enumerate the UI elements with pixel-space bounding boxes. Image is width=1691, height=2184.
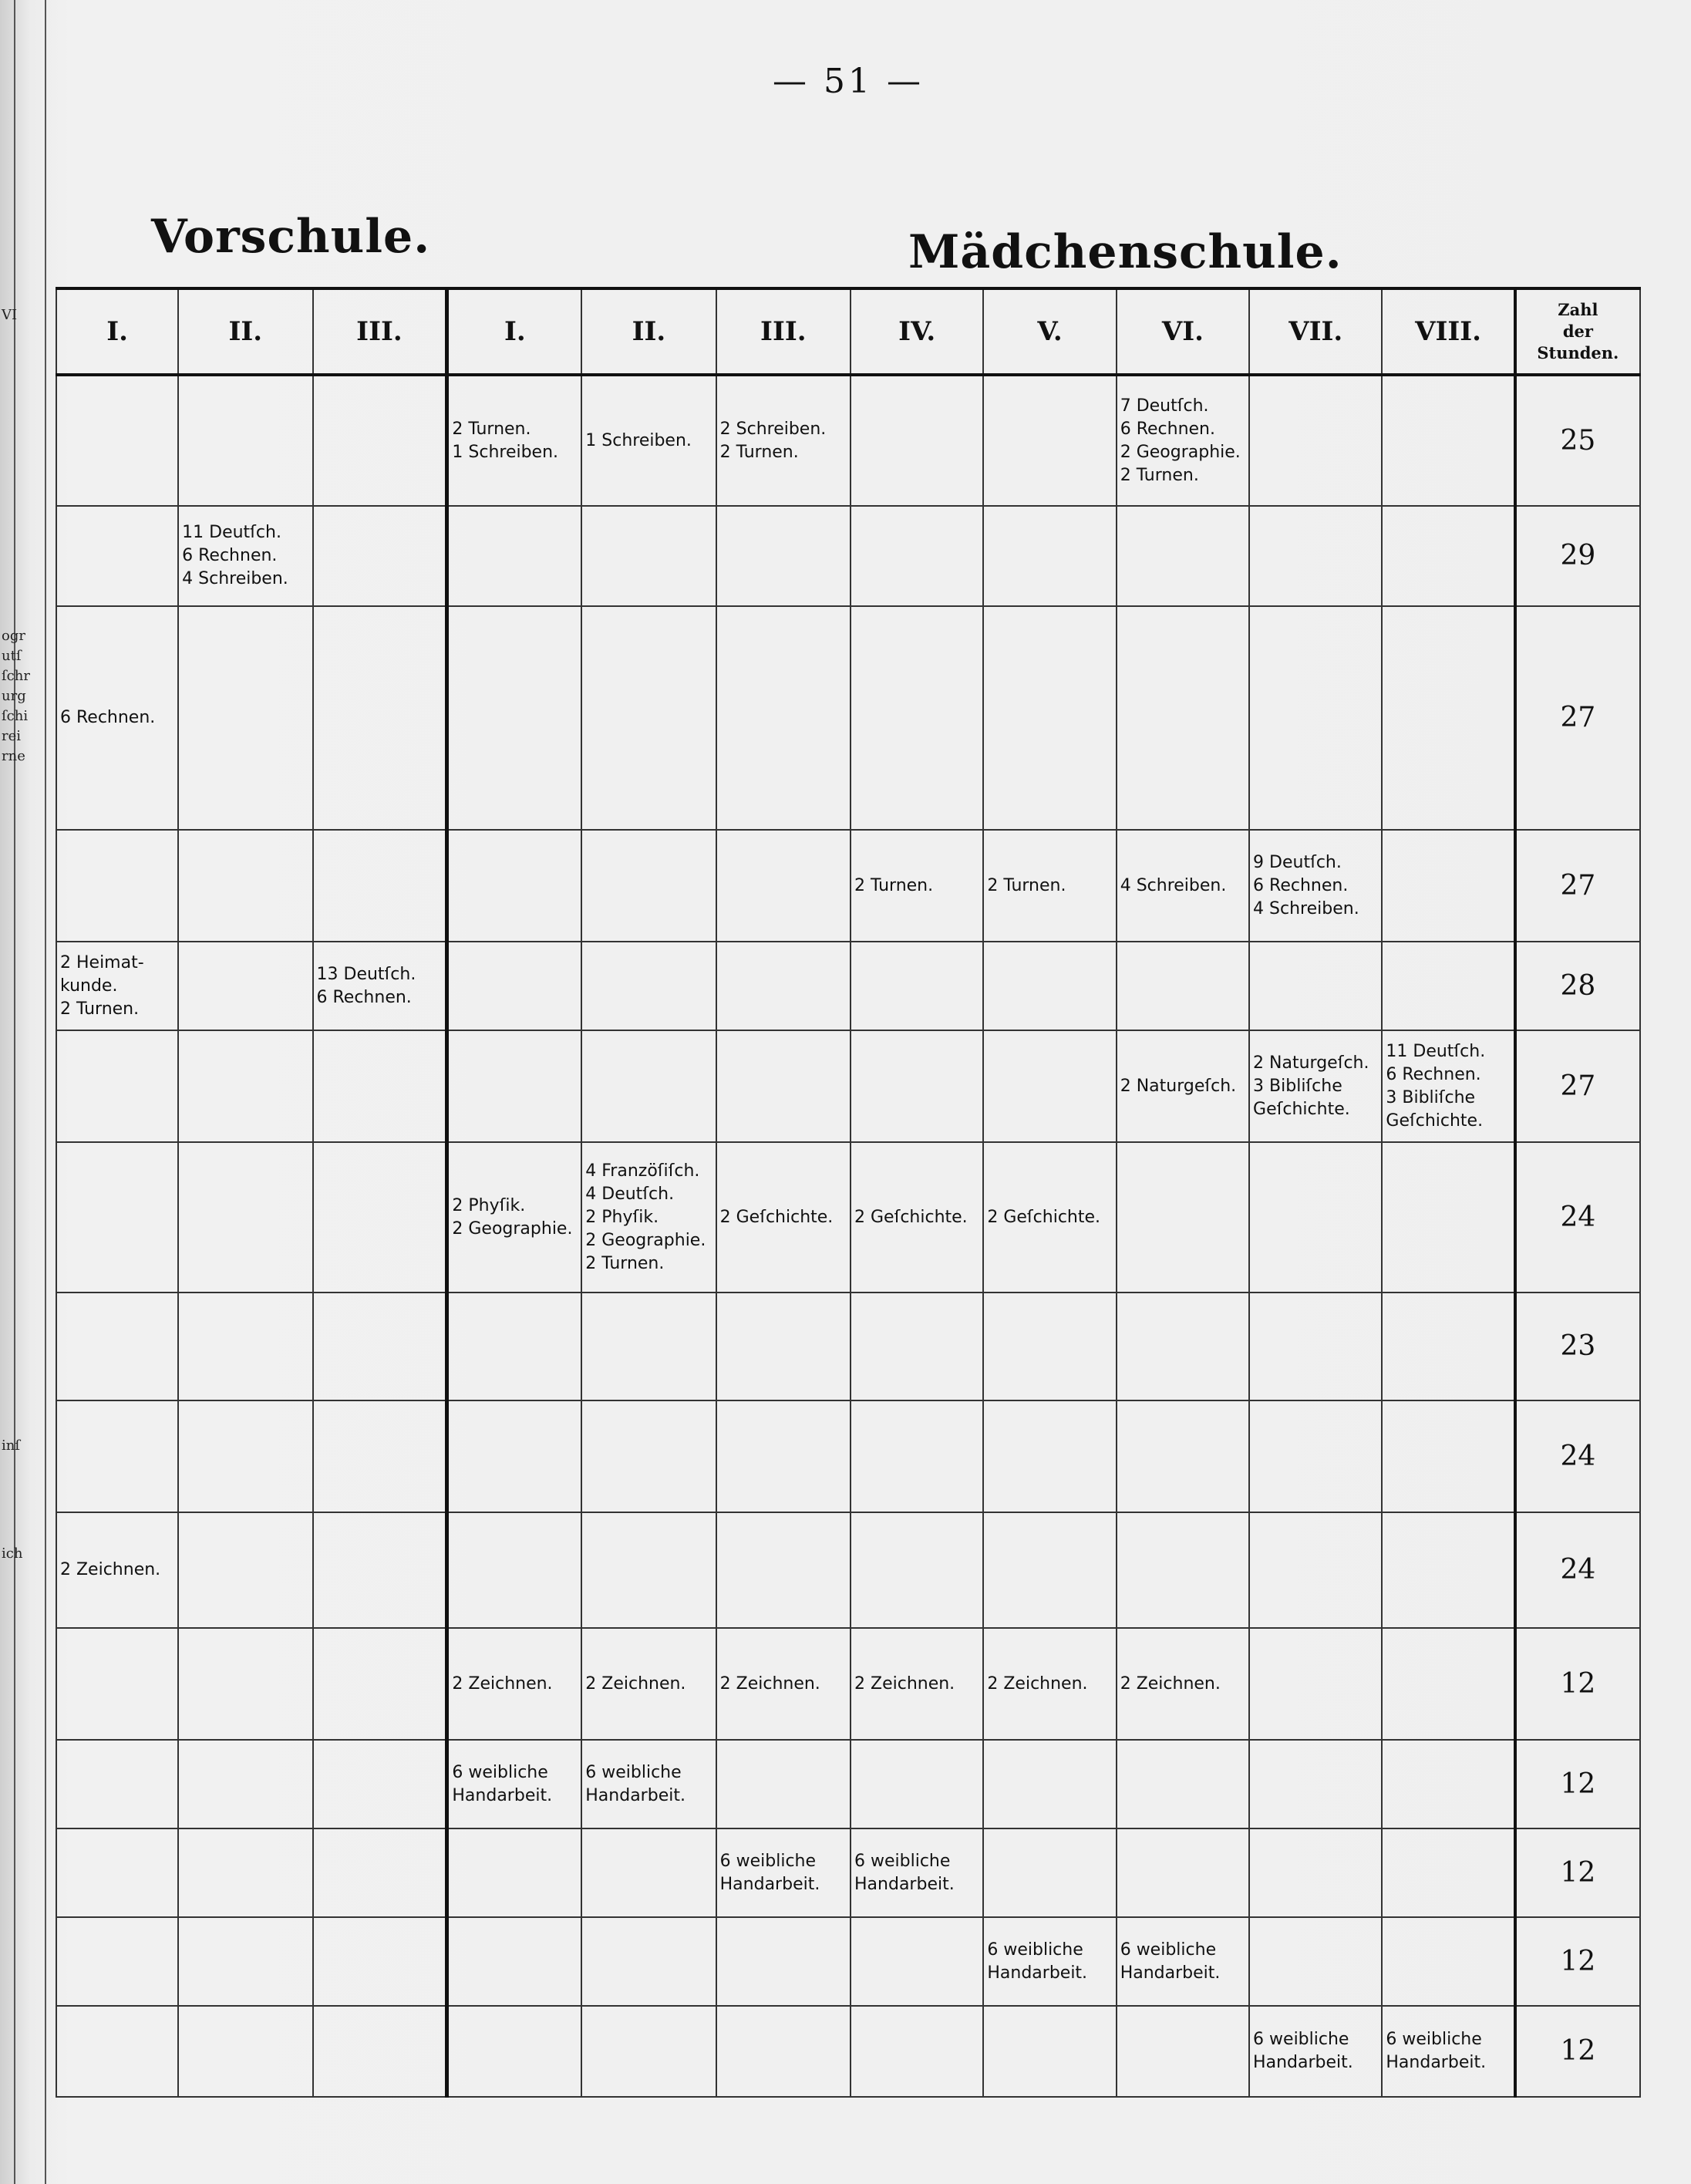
maedchenschule-cell xyxy=(1382,606,1514,830)
vorschule-cell xyxy=(313,1030,447,1142)
column-header-maedchen-4: IV. xyxy=(851,288,983,375)
vorschule-cell xyxy=(56,2006,178,2097)
maedchenschule-cell xyxy=(581,1828,716,1917)
maedchenschule-cell xyxy=(851,506,983,606)
vorschule-cell: 11 Deutſch. 6 Rechnen. 4 Schreiben. xyxy=(178,506,312,606)
vorschule-cell xyxy=(56,1917,178,2006)
maedchenschule-cell: 2 Turnen. 1 Schreiben. xyxy=(447,375,581,506)
column-header-maedchen-2: II. xyxy=(581,288,716,375)
total-hours-cell: 12 xyxy=(1515,1628,1640,1740)
maedchenschule-cell xyxy=(716,1293,851,1400)
maedchenschule-cell: 11 Deutſch. 6 Rechnen. 3 Bibliſche Geſchichte. xyxy=(1382,1030,1514,1142)
lesson-plan-table xyxy=(56,287,1641,2098)
total-hours-cell: 12 xyxy=(1515,1917,1640,2006)
maedchenschule-cell xyxy=(1249,375,1382,506)
vorschule-cell xyxy=(56,1628,178,1740)
table-row xyxy=(56,2006,1640,2097)
maedchenschule-cell xyxy=(581,942,716,1030)
table-row xyxy=(56,1293,1640,1400)
maedchenschule-cell: 6 weibliche Handarbeit. xyxy=(447,1740,581,1828)
maedchenschule-cell: 2 Turnen. xyxy=(983,830,1116,942)
table-body xyxy=(56,375,1640,2097)
maedchenschule-cell xyxy=(1382,830,1514,942)
vorschule-cell xyxy=(178,830,312,942)
column-header-vorschule-2: II. xyxy=(178,288,312,375)
maedchenschule-cell xyxy=(716,1512,851,1628)
maedchenschule-cell: 2 Turnen. xyxy=(851,830,983,942)
table-row xyxy=(56,942,1640,1030)
maedchenschule-cell xyxy=(851,375,983,506)
vorschule-cell xyxy=(313,506,447,606)
maedchenschule-cell xyxy=(851,1917,983,2006)
maedchenschule-cell: 6 weibliche Handarbeit. xyxy=(581,1740,716,1828)
maedchenschule-cell xyxy=(1117,2006,1249,2097)
maedchenschule-cell xyxy=(851,1293,983,1400)
vorschule-cell xyxy=(56,1142,178,1293)
maedchenschule-cell: 2 Phyſik. 2 Geographie. xyxy=(447,1142,581,1293)
vorschule-cell xyxy=(178,2006,312,2097)
margin-fragment: ich xyxy=(2,1545,23,1562)
maedchenschule-cell xyxy=(1117,942,1249,1030)
column-header-maedchen-5: V. xyxy=(983,288,1116,375)
vorschule-cell xyxy=(313,2006,447,2097)
total-hours-cell: 24 xyxy=(1515,1400,1640,1512)
margin-fragment: ogr utſ ſchr urg ſchi rei rne xyxy=(2,628,30,764)
maedchenschule-cell xyxy=(1249,942,1382,1030)
maedchenschule-cell xyxy=(716,606,851,830)
vorschule-cell xyxy=(313,830,447,942)
maedchenschule-cell xyxy=(581,830,716,942)
maedchenschule-cell xyxy=(716,1740,851,1828)
vorschule-cell xyxy=(56,375,178,506)
maedchenschule-cell xyxy=(1117,1512,1249,1628)
table-row xyxy=(56,375,1640,506)
maedchenschule-cell xyxy=(716,1917,851,2006)
header-row xyxy=(56,288,1640,375)
maedchenschule-cell: 6 weibliche Handarbeit. xyxy=(1249,2006,1382,2097)
maedchenschule-cell xyxy=(447,1917,581,2006)
maedchenschule-cell xyxy=(716,1400,851,1512)
vorschule-cell xyxy=(178,1030,312,1142)
maedchenschule-cell: 6 weibliche Handarbeit. xyxy=(1117,1917,1249,2006)
maedchenschule-cell: 4 Schreiben. xyxy=(1117,830,1249,942)
maedchenschule-cell xyxy=(1249,1142,1382,1293)
maedchenschule-cell xyxy=(447,2006,581,2097)
maedchenschule-cell xyxy=(851,606,983,830)
maedchenschule-cell xyxy=(581,2006,716,2097)
column-header-maedchen-6: VI. xyxy=(1117,288,1249,375)
maedchenschule-cell xyxy=(983,2006,1116,2097)
total-hours-cell: 24 xyxy=(1515,1142,1640,1293)
maedchenschule-cell xyxy=(983,506,1116,606)
vorschule-cell: 2 Heimat- kunde. 2 Turnen. xyxy=(56,942,178,1030)
column-header-maedchen-7: VII. xyxy=(1249,288,1382,375)
maedchenschule-cell xyxy=(1249,1917,1382,2006)
vorschule-cell xyxy=(56,1293,178,1400)
maedchenschule-cell xyxy=(1382,942,1514,1030)
maedchenschule-cell xyxy=(1382,1512,1514,1628)
maedchenschule-cell xyxy=(1382,375,1514,506)
maedchenschule-cell xyxy=(1249,606,1382,830)
vorschule-cell xyxy=(178,942,312,1030)
section-title-vorschule: Vorschule. xyxy=(151,210,431,264)
maedchenschule-cell xyxy=(447,1400,581,1512)
vorschule-cell xyxy=(178,1512,312,1628)
vorschule-cell xyxy=(178,1142,312,1293)
vorschule-cell xyxy=(313,1293,447,1400)
maedchenschule-cell: 2 Naturgeſch. xyxy=(1117,1030,1249,1142)
maedchenschule-cell xyxy=(447,1828,581,1917)
vorschule-cell xyxy=(56,1740,178,1828)
vorschule-cell xyxy=(178,1400,312,1512)
maedchenschule-cell xyxy=(983,606,1116,830)
vorschule-cell xyxy=(178,606,312,830)
vorschule-cell xyxy=(313,1917,447,2006)
total-hours-cell: 27 xyxy=(1515,830,1640,942)
column-header-maedchen-1: I. xyxy=(447,288,581,375)
maedchenschule-cell xyxy=(851,1030,983,1142)
maedchenschule-cell xyxy=(983,942,1116,1030)
maedchenschule-cell xyxy=(983,1293,1116,1400)
maedchenschule-cell: 4 Franzöſiſch. 4 Deutſch. 2 Phyſik. 2 Geographie. 2 Turnen. xyxy=(581,1142,716,1293)
maedchenschule-cell xyxy=(716,830,851,942)
vorschule-cell xyxy=(178,1917,312,2006)
maedchenschule-cell: 2 Naturgeſch. 3 Bibliſche Geſchichte. xyxy=(1249,1030,1382,1142)
table-row xyxy=(56,606,1640,830)
vorschule-cell xyxy=(178,1293,312,1400)
maedchenschule-cell xyxy=(581,1293,716,1400)
maedchenschule-cell: 2 Geſchichte. xyxy=(716,1142,851,1293)
maedchenschule-cell xyxy=(581,1400,716,1512)
margin-fragment: VI xyxy=(2,307,18,323)
maedchenschule-cell: 9 Deutſch. 6 Rechnen. 4 Schreiben. xyxy=(1249,830,1382,942)
maedchenschule-cell: 2 Zeichnen. xyxy=(447,1628,581,1740)
maedchenschule-cell xyxy=(1249,1740,1382,1828)
vorschule-cell xyxy=(313,1628,447,1740)
table-row xyxy=(56,1030,1640,1142)
vorschule-cell xyxy=(56,830,178,942)
total-hours-cell: 24 xyxy=(1515,1512,1640,1628)
maedchenschule-cell xyxy=(851,2006,983,2097)
maedchenschule-cell xyxy=(581,1917,716,2006)
vorschule-cell xyxy=(178,1628,312,1740)
maedchenschule-cell xyxy=(716,506,851,606)
maedchenschule-cell xyxy=(1382,1628,1514,1740)
vorschule-cell: 13 Deutſch. 6 Rechnen. xyxy=(313,942,447,1030)
maedchenschule-cell xyxy=(1117,1740,1249,1828)
vorschule-cell xyxy=(178,1828,312,1917)
table-row xyxy=(56,830,1640,942)
maedchenschule-cell xyxy=(1382,1293,1514,1400)
vorschule-cell xyxy=(178,1740,312,1828)
maedchenschule-cell xyxy=(447,942,581,1030)
total-hours-cell: 27 xyxy=(1515,606,1640,830)
maedchenschule-cell xyxy=(716,2006,851,2097)
table-row xyxy=(56,1828,1640,1917)
maedchenschule-cell xyxy=(1382,1917,1514,2006)
maedchenschule-cell xyxy=(1249,1293,1382,1400)
maedchenschule-cell xyxy=(447,830,581,942)
maedchenschule-cell: 2 Zeichnen. xyxy=(581,1628,716,1740)
maedchenschule-cell: 1 Schreiben. xyxy=(581,375,716,506)
page-number: — 51 — xyxy=(773,62,924,101)
maedchenschule-cell xyxy=(716,1030,851,1142)
total-hours-cell: 28 xyxy=(1515,942,1640,1030)
table-row xyxy=(56,1142,1640,1293)
maedchenschule-cell xyxy=(983,1400,1116,1512)
column-header-total-hours: Zahl der Stunden. xyxy=(1515,288,1640,375)
section-title-maedchenschule: Mädchenschule. xyxy=(908,225,1342,279)
maedchenschule-cell xyxy=(447,606,581,830)
left-margin-fragments xyxy=(0,287,54,2076)
maedchenschule-cell xyxy=(1249,506,1382,606)
total-hours-cell: 12 xyxy=(1515,1828,1640,1917)
maedchenschule-cell: 7 Deutſch. 6 Rechnen. 2 Geographie. 2 Turnen. xyxy=(1117,375,1249,506)
total-hours-cell: 12 xyxy=(1515,1740,1640,1828)
maedchenschule-cell xyxy=(851,1400,983,1512)
table-row xyxy=(56,1917,1640,2006)
maedchenschule-cell: 2 Geſchichte. xyxy=(851,1142,983,1293)
maedchenschule-cell xyxy=(1117,1293,1249,1400)
maedchenschule-cell xyxy=(716,942,851,1030)
maedchenschule-cell xyxy=(851,942,983,1030)
maedchenschule-cell xyxy=(1382,1400,1514,1512)
table-row xyxy=(56,1512,1640,1628)
maedchenschule-cell: 2 Zeichnen. xyxy=(716,1628,851,1740)
column-header-maedchen-3: III. xyxy=(716,288,851,375)
maedchenschule-cell xyxy=(983,375,1116,506)
maedchenschule-cell xyxy=(1117,606,1249,830)
maedchenschule-cell xyxy=(851,1512,983,1628)
maedchenschule-cell: 6 weibliche Handarbeit. xyxy=(716,1828,851,1917)
maedchenschule-cell xyxy=(447,1293,581,1400)
maedchenschule-cell xyxy=(1117,1400,1249,1512)
vorschule-cell xyxy=(313,1740,447,1828)
total-hours-cell: 29 xyxy=(1515,506,1640,606)
maedchenschule-cell xyxy=(983,1512,1116,1628)
maedchenschule-cell xyxy=(983,1828,1116,1917)
table-row xyxy=(56,1740,1640,1828)
column-header-vorschule-1: I. xyxy=(56,288,178,375)
column-header-vorschule-3: III. xyxy=(313,288,447,375)
maedchenschule-cell xyxy=(983,1740,1116,1828)
vorschule-cell xyxy=(56,1828,178,1917)
table-row xyxy=(56,506,1640,606)
column-header-maedchen-8: VIII. xyxy=(1382,288,1514,375)
total-hours-cell: 27 xyxy=(1515,1030,1640,1142)
vorschule-cell xyxy=(313,1828,447,1917)
maedchenschule-cell xyxy=(447,1512,581,1628)
maedchenschule-cell xyxy=(1117,1828,1249,1917)
maedchenschule-cell xyxy=(1382,1142,1514,1293)
vorschule-cell xyxy=(313,375,447,506)
table-row xyxy=(56,1628,1640,1740)
vorschule-cell: 6 Rechnen. xyxy=(56,606,178,830)
maedchenschule-cell xyxy=(1249,1400,1382,1512)
maedchenschule-cell xyxy=(1249,1628,1382,1740)
maedchenschule-cell: 6 weibliche Handarbeit. xyxy=(1382,2006,1514,2097)
maedchenschule-cell xyxy=(1117,1142,1249,1293)
total-hours-cell: 23 xyxy=(1515,1293,1640,1400)
maedchenschule-cell: 2 Zeichnen. xyxy=(1117,1628,1249,1740)
maedchenschule-cell: 6 weibliche Handarbeit. xyxy=(983,1917,1116,2006)
maedchenschule-cell: 2 Schreiben. 2 Turnen. xyxy=(716,375,851,506)
maedchenschule-cell: 2 Geſchichte. xyxy=(983,1142,1116,1293)
maedchenschule-cell xyxy=(1249,1512,1382,1628)
maedchenschule-cell xyxy=(581,1030,716,1142)
maedchenschule-cell xyxy=(581,506,716,606)
margin-fragment: inſ xyxy=(2,1437,21,1454)
maedchenschule-cell: 2 Zeichnen. xyxy=(851,1628,983,1740)
maedchenschule-cell: 6 weibliche Handarbeit. xyxy=(851,1828,983,1917)
vorschule-cell xyxy=(313,1400,447,1512)
vorschule-cell xyxy=(313,1142,447,1293)
vorschule-cell xyxy=(56,1030,178,1142)
vorschule-cell: 2 Zeichnen. xyxy=(56,1512,178,1628)
total-hours-cell: 25 xyxy=(1515,375,1640,506)
maedchenschule-cell xyxy=(1382,1740,1514,1828)
table-row xyxy=(56,1400,1640,1512)
vorschule-cell xyxy=(313,606,447,830)
vorschule-cell xyxy=(56,506,178,606)
vorschule-cell xyxy=(178,375,312,506)
maedchenschule-cell xyxy=(851,1740,983,1828)
maedchenschule-cell xyxy=(447,1030,581,1142)
maedchenschule-cell xyxy=(983,1030,1116,1142)
vorschule-cell xyxy=(313,1512,447,1628)
maedchenschule-cell xyxy=(581,1512,716,1628)
vorschule-cell xyxy=(56,1400,178,1512)
maedchenschule-cell xyxy=(1117,506,1249,606)
maedchenschule-cell xyxy=(447,506,581,606)
maedchenschule-cell: 2 Zeichnen. xyxy=(983,1628,1116,1740)
total-hours-cell: 12 xyxy=(1515,2006,1640,2097)
maedchenschule-cell xyxy=(581,606,716,830)
maedchenschule-cell xyxy=(1382,506,1514,606)
maedchenschule-cell xyxy=(1382,1828,1514,1917)
maedchenschule-cell xyxy=(1249,1828,1382,1917)
